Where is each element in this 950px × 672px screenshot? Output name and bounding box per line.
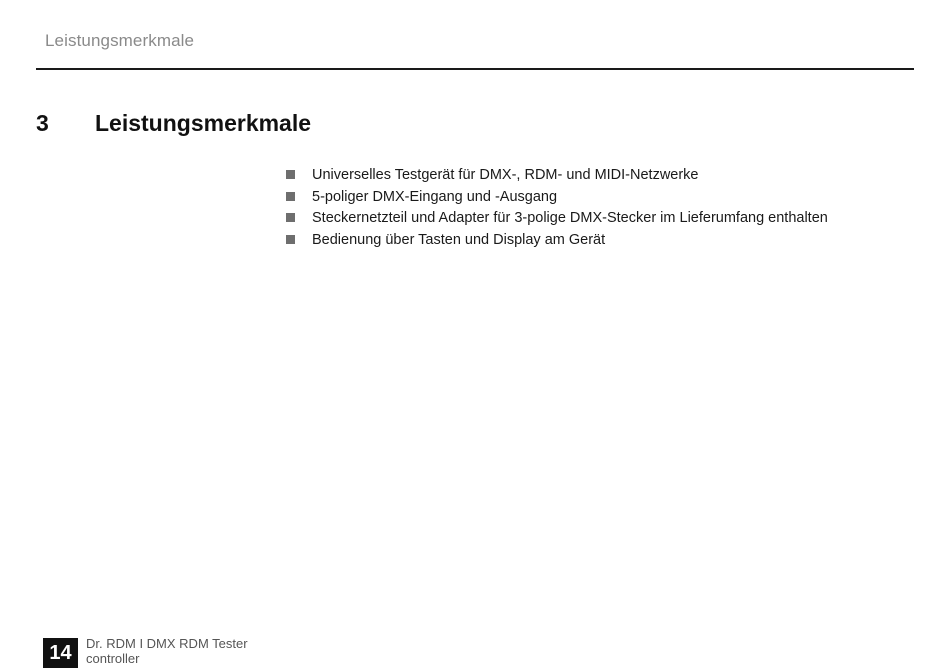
square-bullet-icon [286,192,295,201]
list-item [286,187,828,209]
list-item [286,230,828,252]
footer-line-1: Dr. RDM I DMX RDM Tester [86,636,248,651]
page-number: 14 [43,638,78,668]
square-bullet-icon [286,235,295,244]
running-header: Leistungsmerkmale [45,31,195,50]
chapter-title: Leistungsmerkmale [95,110,312,136]
list-item-text: Steckernetzteil und Adapter für 3-polige DMX-Stecker im Lieferumfang enthalten [312,210,828,226]
list-item-text: Bedienung über Tasten und Display am Gerät [312,231,606,248]
chapter-number: 3 [36,110,49,136]
list-item-text: 5-poliger DMX-Eingang und -Ausgang [312,188,558,205]
square-bullet-icon [286,213,295,222]
list-item-text: Universelles Testgerät für DMX-, RDM- und MIDI-Netzwerke [312,167,699,183]
feature-list [286,165,828,251]
square-bullet-icon [286,170,295,179]
list-item [286,165,828,187]
footer-product-name [86,637,248,666]
list-item [286,208,828,230]
footer-line-2: controller [86,650,140,666]
chapter-heading [36,110,311,137]
header-divider [36,68,914,70]
